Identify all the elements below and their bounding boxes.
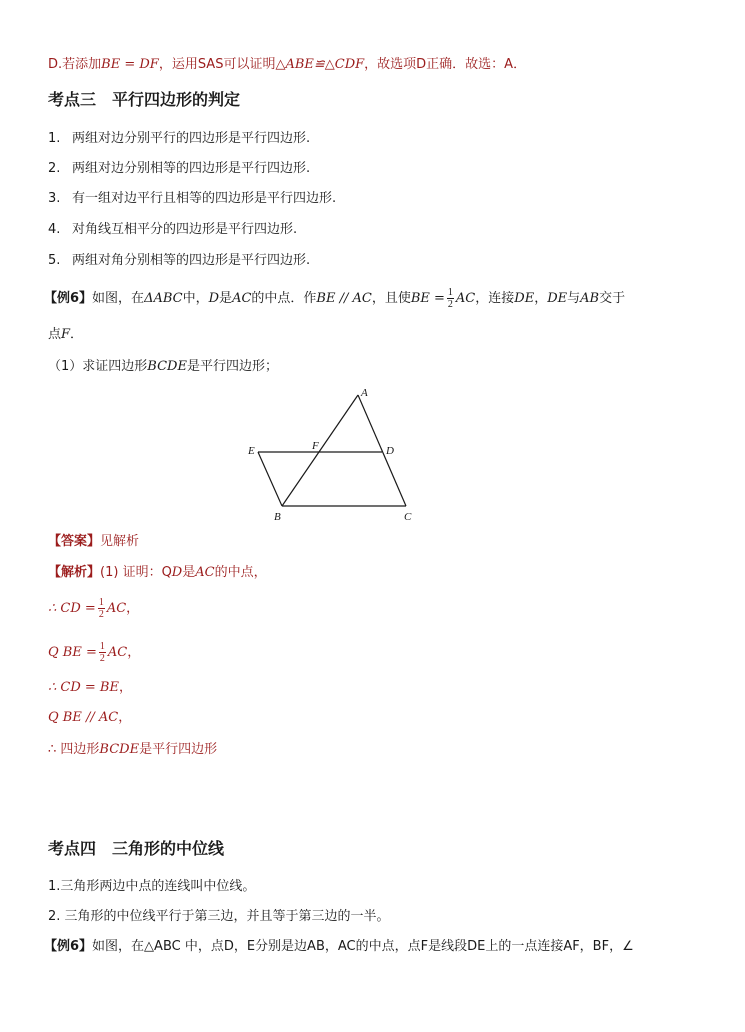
analysis-tag: 【解析】 — [48, 565, 101, 580]
example-tag: 【例6】 — [44, 939, 93, 954]
math: BE // AC — [316, 291, 372, 306]
fraction — [99, 641, 106, 664]
example-text: 如图，在△ABC 中，点D，E分别是边AB，AC的中点，点F是线段DE上的一点连接AF，BF，∠ — [92, 939, 634, 954]
segment-eb — [258, 452, 282, 506]
math: AC — [455, 291, 476, 306]
list-item — [48, 878, 255, 896]
denominator: 2 — [447, 299, 453, 310]
point-label-e: E — [248, 445, 255, 457]
answer-tag: 【答案】 — [48, 534, 101, 549]
math: BE = — [410, 291, 445, 306]
list-item — [48, 908, 390, 926]
math: BCDE — [147, 359, 187, 374]
segment-ac — [358, 395, 406, 506]
text: （1）求证四边形 — [48, 359, 148, 374]
geometry-figure — [240, 382, 430, 524]
answer-line — [48, 533, 139, 551]
text: ，运用SAS可以证明△ — [158, 57, 286, 72]
text: 如图，在 — [92, 291, 145, 306]
list-number: 5. — [48, 253, 61, 268]
math: ABE≌△CDF — [285, 57, 365, 72]
text: ， — [118, 680, 132, 695]
list-item — [48, 130, 310, 148]
text: 是 — [182, 565, 196, 580]
denominator: 2 — [98, 609, 104, 620]
math: ∴ CD = BE — [48, 680, 119, 695]
math: BCDE — [99, 742, 140, 757]
math: AC — [232, 291, 252, 306]
list-text: 有一组对边平行且相等的四边形是平行四边形. — [72, 191, 337, 206]
math: AC — [195, 565, 215, 580]
text: (1) 证明：Q — [100, 565, 172, 580]
list-text: 1.三角形两边中点的连线叫中位线。 — [48, 879, 256, 894]
text: 的中点， — [214, 565, 267, 580]
fraction — [447, 287, 454, 310]
list-text: 2. 三角形的中位线平行于第三边，并且等于第三边的一半。 — [48, 909, 390, 924]
denominator: 2 — [99, 653, 105, 664]
math: D — [171, 565, 183, 580]
math: AC — [107, 645, 128, 660]
list-text: 两组对边分别平行的四边形是平行四边形. — [72, 131, 311, 146]
section-title: 平行四边形的判定 — [112, 90, 241, 109]
math: DE — [514, 291, 535, 306]
text: 中， — [182, 291, 209, 306]
text: 的中点．作 — [251, 291, 317, 306]
point-label-f: F — [312, 440, 319, 452]
text: D.若添加 — [48, 57, 102, 72]
list-number: 4. — [48, 222, 61, 237]
example-statement-cont — [48, 326, 83, 344]
math: AC — [106, 601, 127, 616]
text: 与 — [567, 291, 581, 306]
text: 是 — [219, 291, 233, 306]
analysis-line-2 — [48, 596, 139, 622]
point-label-d: D — [386, 445, 394, 457]
list-item — [48, 252, 310, 270]
text: 交于 — [599, 291, 626, 306]
text: ， — [534, 291, 548, 306]
question-1 — [48, 358, 278, 376]
analysis-line-4 — [48, 679, 132, 697]
math: DE — [547, 291, 568, 306]
numerator: 1 — [99, 641, 105, 652]
example-statement — [44, 287, 625, 311]
example-tag: 【例6】 — [44, 291, 93, 306]
analysis-line-3 — [48, 640, 140, 666]
analysis-line-6 — [48, 741, 217, 759]
text: 点 — [48, 327, 62, 342]
math: Q BE = — [48, 645, 97, 660]
list-item — [48, 221, 297, 239]
point-label-a: A — [361, 387, 368, 399]
list-text: 两组对边分别相等的四边形是平行四边形. — [72, 161, 311, 176]
section-heading-4 — [48, 840, 224, 858]
math: Q BE // AC — [48, 710, 119, 725]
list-item — [48, 190, 336, 208]
list-number: 3. — [48, 191, 61, 206]
text: 是平行四边形； — [186, 359, 278, 374]
point-label-c: C — [404, 511, 412, 523]
text: ， — [118, 710, 132, 725]
analysis-line-1 — [48, 564, 267, 582]
numerator: 1 — [98, 597, 104, 608]
section-number: 考点四 — [48, 839, 97, 858]
section-heading-3 — [48, 91, 240, 109]
list-number: 1. — [48, 131, 61, 146]
math: ΔABC — [144, 291, 183, 306]
text: ，连接 — [475, 291, 515, 306]
example-statement-2 — [44, 938, 634, 956]
text: ， — [127, 645, 141, 660]
math: BE = DF — [101, 57, 159, 72]
text: 是平行四边形 — [139, 742, 218, 757]
section-title: 三角形的中位线 — [112, 839, 225, 858]
segment-ab — [282, 395, 358, 506]
list-text: 对角线互相平分的四边形是平行四边形. — [72, 222, 298, 237]
point-label-b: B — [274, 511, 281, 523]
text: ，且使 — [371, 291, 411, 306]
text: ∴ 四边形 — [48, 742, 100, 757]
list-number: 2. — [48, 161, 61, 176]
math: D — [208, 291, 220, 306]
list-text: 两组对角分别相等的四边形是平行四边形. — [72, 253, 311, 268]
text: ． — [70, 327, 84, 342]
section-number: 考点三 — [48, 90, 97, 109]
math: AB — [580, 291, 600, 306]
text: ， — [126, 601, 140, 616]
list-item — [48, 160, 310, 178]
text: ，故选项D正确．故选：A． — [364, 57, 527, 72]
math: F — [61, 327, 71, 342]
fraction — [98, 597, 105, 620]
math: ∴ CD = — [48, 601, 96, 616]
answer-text: 见解析 — [100, 534, 140, 549]
numerator: 1 — [447, 287, 453, 298]
analysis-line-5 — [48, 709, 131, 727]
top-answer-line — [48, 56, 526, 74]
